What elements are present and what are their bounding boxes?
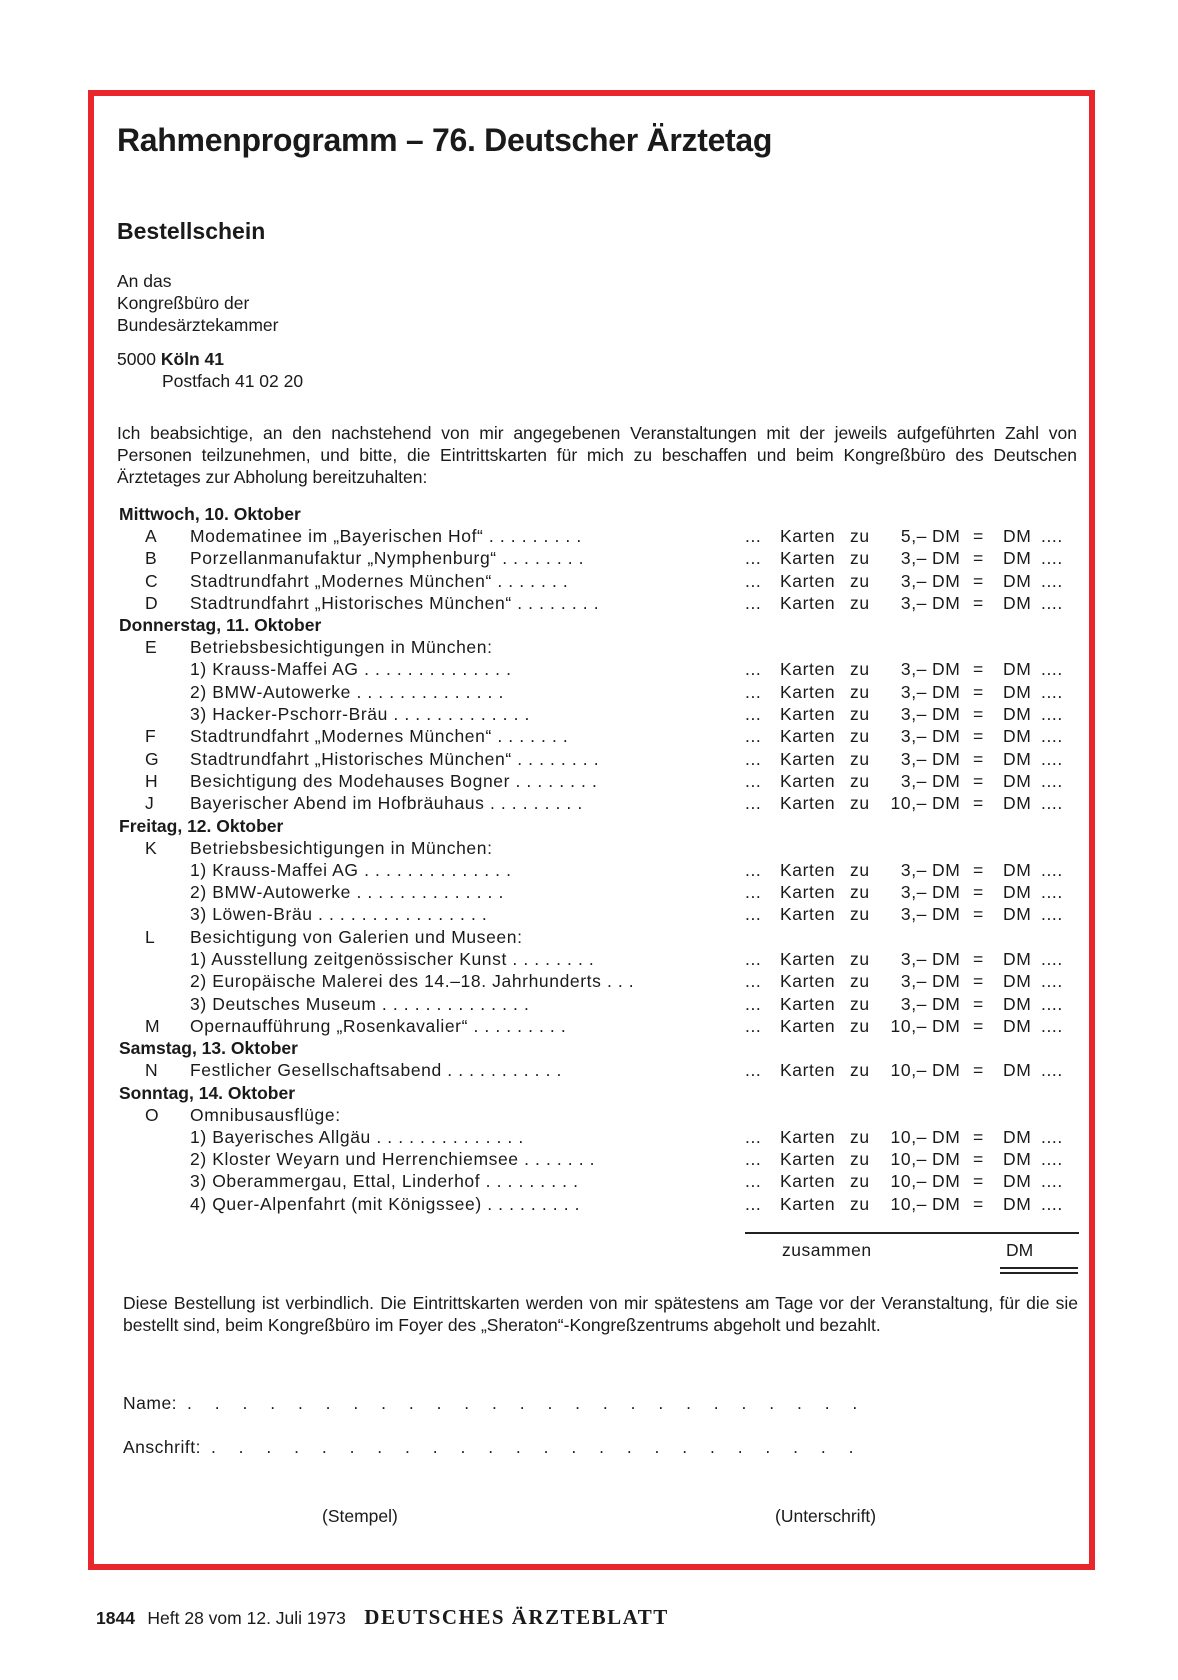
address-field[interactable] (123, 1437, 862, 1458)
name-field[interactable] (123, 1393, 866, 1414)
zu-label: zu (850, 882, 870, 903)
event-label: Besichtigung von Galerien und Museen: (190, 926, 523, 947)
karten-label: Karten (780, 1149, 836, 1170)
anschrift-label: Anschrift: (123, 1437, 201, 1457)
zu-label: zu (850, 904, 870, 925)
currency-label: DM (1003, 681, 1032, 702)
ticket-price: 10,– (890, 1126, 927, 1147)
quantity-blank: ... (745, 681, 762, 702)
zu-label: zu (850, 570, 870, 591)
address-line: Bundesärztekammer (117, 315, 279, 335)
karten-label: Karten (780, 570, 836, 591)
currency-label: DM (932, 904, 961, 925)
currency-label: DM (932, 1060, 961, 1081)
event-letter: C (145, 570, 159, 591)
event-label: 1) Krauss-Maffei AG . . . . . . . . . . . . . . (190, 659, 512, 680)
currency-label: DM (1003, 1171, 1032, 1192)
event-letter: N (145, 1060, 159, 1081)
amount-blank: .... (1041, 659, 1063, 680)
equals-sign: = (973, 949, 984, 970)
zu-label: zu (850, 1060, 870, 1081)
signature-label: (Unterschrift) (775, 1506, 877, 1526)
zu-label: zu (850, 659, 870, 680)
karten-label: Karten (780, 882, 836, 903)
event-row (119, 837, 1079, 859)
currency-label: DM (1003, 704, 1032, 725)
event-row (119, 658, 1079, 680)
event-label: 1) Ausstellung zeitgenössischer Kunst . . . . . . . . (190, 949, 595, 970)
currency-label: DM (932, 592, 961, 613)
equals-sign: = (973, 1171, 984, 1192)
karten-label: Karten (780, 592, 836, 613)
ticket-price: 10,– (890, 1015, 927, 1036)
ticket-price: 3,– (900, 882, 927, 903)
currency-label: DM (1003, 770, 1032, 791)
event-row (119, 547, 1079, 569)
event-label: Opernaufführung „Rosenkavalier“ . . . . . . . . . (190, 1015, 567, 1036)
currency-label: DM (1003, 1015, 1032, 1036)
karten-label: Karten (780, 770, 836, 791)
ticket-price: 3,– (900, 971, 927, 992)
event-row (119, 636, 1079, 658)
event-label: Modematinee im „Bayerischen Hof“ . . . . . . . . . (190, 526, 582, 546)
amount-blank: .... (1041, 1126, 1063, 1147)
amount-blank: .... (1041, 971, 1063, 992)
ticket-price: 3,– (900, 770, 927, 791)
currency-label: DM (1003, 548, 1032, 569)
currency-label: DM (932, 859, 961, 880)
karten-label: Karten (780, 681, 836, 702)
event-letter: H (145, 770, 159, 791)
zu-label: zu (850, 1126, 870, 1147)
sum-currency: DM (1006, 1240, 1034, 1260)
event-row (119, 926, 1079, 948)
day-heading: Sonntag, 14. Oktober (119, 1082, 295, 1103)
karten-label: Karten (780, 859, 836, 880)
ticket-price: 10,– (890, 1060, 927, 1081)
amount-blank: .... (1041, 770, 1063, 791)
event-letter: J (145, 793, 155, 814)
karten-label: Karten (780, 1060, 836, 1081)
currency-label: DM (1003, 592, 1032, 613)
ticket-price: 3,– (900, 726, 927, 747)
currency-label: DM (1003, 949, 1032, 970)
zu-label: zu (850, 770, 870, 791)
equals-sign: = (973, 681, 984, 702)
ticket-price: 3,– (900, 659, 927, 680)
currency-label: DM (1003, 726, 1032, 747)
quantity-blank: ... (745, 971, 762, 992)
address-postcode: 5000 (117, 349, 156, 369)
currency-label: DM (932, 570, 961, 591)
equals-sign: = (973, 548, 984, 569)
sum-double-rule (1000, 1267, 1078, 1269)
event-row (119, 881, 1079, 903)
event-letter: O (145, 1104, 160, 1125)
currency-label: DM (932, 526, 961, 546)
equals-sign: = (973, 592, 984, 613)
quantity-blank: ... (745, 859, 762, 880)
ticket-price: 3,– (900, 993, 927, 1014)
equals-sign: = (973, 748, 984, 769)
amount-blank: .... (1041, 726, 1063, 747)
quantity-blank: ... (745, 748, 762, 769)
ticket-price: 3,– (900, 681, 927, 702)
currency-label: DM (1003, 904, 1032, 925)
event-label: Stadtrundfahrt „Historisches München“ . . . . . . . . (190, 748, 600, 769)
event-row (119, 859, 1079, 881)
currency-label: DM (1003, 1126, 1032, 1147)
recipient-city-block (117, 348, 303, 392)
zu-label: zu (850, 949, 870, 970)
quantity-blank: ... (745, 1193, 762, 1214)
ticket-price: 10,– (890, 793, 927, 814)
day-heading: Freitag, 12. Oktober (119, 815, 284, 836)
sum-double-rule (1000, 1272, 1078, 1274)
event-label: 1) Krauss-Maffei AG . . . . . . . . . . . . . . (190, 859, 512, 880)
quantity-blank: ... (745, 1015, 762, 1036)
quantity-blank: ... (745, 1171, 762, 1192)
zu-label: zu (850, 548, 870, 569)
zu-label: zu (850, 1149, 870, 1170)
currency-label: DM (932, 1126, 961, 1147)
event-label: Betriebsbesichtigungen in München: (190, 837, 493, 858)
sum-label: zusammen (782, 1240, 872, 1260)
event-row (119, 570, 1079, 592)
amount-blank: .... (1041, 1060, 1063, 1081)
currency-label: DM (1003, 882, 1032, 903)
event-label: 3) Hacker-Pschorr-Bräu . . . . . . . . . . . . . (190, 704, 530, 725)
amount-blank: .... (1041, 592, 1063, 613)
day-heading: Mittwoch, 10. Oktober (119, 504, 301, 524)
event-label: 1) Bayerisches Allgäu . . . . . . . . . . . . . . (190, 1126, 524, 1147)
event-row (119, 1126, 1079, 1148)
event-row (119, 1015, 1079, 1037)
currency-label: DM (932, 659, 961, 680)
currency-label: DM (932, 1193, 961, 1214)
name-label: Name: (123, 1393, 178, 1413)
event-label: 4) Quer-Alpenfahrt (mit Königssee) . . . . . . . . . (190, 1193, 581, 1214)
amount-blank: .... (1041, 1171, 1063, 1192)
currency-label: DM (932, 1015, 961, 1036)
karten-label: Karten (780, 993, 836, 1014)
event-row (119, 681, 1079, 703)
amount-blank: .... (1041, 548, 1063, 569)
currency-label: DM (932, 748, 961, 769)
amount-blank: .... (1041, 1193, 1063, 1214)
event-row (119, 703, 1079, 725)
amount-blank: .... (1041, 526, 1063, 546)
currency-label: DM (1003, 570, 1032, 591)
name-fill-dots: . . . . . . . . . . . . . . . . . . . . . . . . . (187, 1393, 867, 1413)
quantity-blank: ... (745, 949, 762, 970)
amount-blank: .... (1041, 793, 1063, 814)
amount-blank: .... (1041, 1015, 1063, 1036)
equals-sign: = (973, 971, 984, 992)
currency-label: DM (1003, 793, 1032, 814)
amount-blank: .... (1041, 704, 1063, 725)
event-label: Festlicher Gesellschaftsabend . . . . . . . . . . . (190, 1060, 562, 1081)
event-row (119, 792, 1079, 814)
currency-label: DM (932, 1171, 961, 1192)
event-row (119, 525, 1079, 547)
ticket-price: 3,– (900, 949, 927, 970)
currency-label: DM (932, 681, 961, 702)
equals-sign: = (973, 1060, 984, 1081)
event-row (119, 1170, 1079, 1192)
equals-sign: = (973, 904, 984, 925)
ticket-price: 3,– (900, 904, 927, 925)
zu-label: zu (850, 971, 870, 992)
zu-label: zu (850, 681, 870, 702)
event-letter: B (145, 548, 158, 569)
quantity-blank: ... (745, 548, 762, 569)
equals-sign: = (973, 1149, 984, 1170)
ticket-price: 3,– (900, 592, 927, 613)
event-label: 2) Europäische Malerei des 14.–18. Jahrhunderts . . . (190, 971, 635, 992)
equals-sign: = (973, 993, 984, 1014)
karten-label: Karten (780, 904, 836, 925)
ticket-price: 10,– (890, 1149, 927, 1170)
zu-label: zu (850, 726, 870, 747)
zu-label: zu (850, 526, 870, 546)
event-label: 2) BMW-Autowerke . . . . . . . . . . . . . . (190, 882, 504, 903)
currency-label: DM (932, 726, 961, 747)
karten-label: Karten (780, 1193, 836, 1214)
currency-label: DM (932, 793, 961, 814)
stamp-label: (Stempel) (322, 1506, 398, 1526)
zu-label: zu (850, 859, 870, 880)
karten-label: Karten (780, 748, 836, 769)
day-heading: Samstag, 13. Oktober (119, 1038, 298, 1059)
karten-label: Karten (780, 1171, 836, 1192)
quantity-blank: ... (745, 570, 762, 591)
karten-label: Karten (780, 1015, 836, 1036)
event-label: 3) Löwen-Bräu . . . . . . . . . . . . . . . . (190, 904, 488, 925)
recipient-address (117, 270, 278, 336)
event-row (119, 948, 1079, 970)
ticket-price: 3,– (900, 570, 927, 591)
quantity-blank: ... (745, 793, 762, 814)
quantity-blank: ... (745, 993, 762, 1014)
event-row (119, 970, 1079, 992)
karten-label: Karten (780, 659, 836, 680)
karten-label: Karten (780, 526, 836, 546)
currency-label: DM (1003, 1193, 1032, 1214)
zu-label: zu (850, 748, 870, 769)
event-label: Porzellanmanufaktur „Nymphenburg“ . . . . . . . . (190, 548, 585, 569)
karten-label: Karten (780, 949, 836, 970)
equals-sign: = (973, 793, 984, 814)
ticket-price: 3,– (900, 859, 927, 880)
equals-sign: = (973, 1126, 984, 1147)
page-title: Rahmenprogramm – 76. Deutscher Ärztetag (117, 122, 773, 158)
amount-blank: .... (1041, 882, 1063, 903)
address-postfach: Postfach 41 02 20 (162, 371, 304, 391)
zu-label: zu (850, 1171, 870, 1192)
event-label: Omnibusausflüge: (190, 1104, 341, 1125)
quantity-blank: ... (745, 592, 762, 613)
zu-label: zu (850, 592, 870, 613)
karten-label: Karten (780, 726, 836, 747)
quantity-blank: ... (745, 1060, 762, 1081)
anschrift-fill-dots: . . . . . . . . . . . . . . . . . . . . . . . . (210, 1437, 863, 1457)
quantity-blank: ... (745, 770, 762, 791)
address-city: Köln 41 (160, 349, 225, 369)
equals-sign: = (973, 770, 984, 791)
zu-label: zu (850, 1015, 870, 1036)
closing-paragraph: Diese Bestellung ist verbindlich. Die Eintrittskarten werden von mir spätestens am Tage vor der Veranstaltung, für die sie bestellt sind, beim Kongreßbüro im Foyer des „Sheraton“-Kongreßzentrums abgeholt und bezahlt. (123, 1293, 1078, 1335)
karten-label: Karten (780, 793, 836, 814)
event-label: 3) Oberammergau, Ettal, Linderhof . . . . . . . . . (190, 1171, 579, 1192)
day-heading: Donnerstag, 11. Oktober (119, 615, 322, 636)
quantity-blank: ... (745, 882, 762, 903)
currency-label: DM (1003, 1149, 1032, 1170)
amount-blank: .... (1041, 748, 1063, 769)
equals-sign: = (973, 659, 984, 680)
event-row (119, 725, 1079, 747)
event-row (119, 592, 1079, 614)
form-subtitle: Bestellschein (117, 218, 266, 244)
page-footer (96, 1605, 669, 1630)
page-number: 1844 (96, 1608, 135, 1628)
currency-label: DM (932, 949, 961, 970)
karten-label: Karten (780, 1126, 836, 1147)
karten-label: Karten (780, 971, 836, 992)
event-label: Stadtrundfahrt „Modernes München“ . . . . . . . (190, 570, 569, 591)
equals-sign: = (973, 1193, 984, 1214)
intro-paragraph: Ich beabsichtige, an den nachstehend von mir angegebenen Veranstaltungen mit der jeweils aufgeführten Zahl von Personen teilzunehmen, und bitte, die Eintrittskarten für mich zu beschaffen und beim Kongreßbüro des Deutschen Ärztetages zur Abholung bereitzuhalten: (117, 423, 1077, 487)
currency-label: DM (932, 704, 961, 725)
event-letter: F (145, 726, 157, 747)
zu-label: zu (850, 704, 870, 725)
event-row (119, 770, 1079, 792)
quantity-blank: ... (745, 704, 762, 725)
equals-sign: = (973, 859, 984, 880)
event-row (119, 993, 1079, 1015)
event-row (119, 748, 1079, 770)
currency-label: DM (1003, 971, 1032, 992)
address-line: Kongreßbüro der (117, 293, 250, 313)
equals-sign: = (973, 704, 984, 725)
issue-info: Heft 28 vom 12. Juli 1973 (147, 1608, 346, 1628)
quantity-blank: ... (745, 659, 762, 680)
amount-blank: .... (1041, 1149, 1063, 1170)
currency-label: DM (932, 993, 961, 1014)
equals-sign: = (973, 726, 984, 747)
amount-blank: .... (1041, 904, 1063, 925)
quantity-blank: ... (745, 1149, 762, 1170)
zu-label: zu (850, 793, 870, 814)
event-label: Betriebsbesichtigungen in München: (190, 637, 493, 658)
currency-label: DM (1003, 859, 1032, 880)
address-line: An das (117, 271, 172, 291)
event-letter: K (145, 837, 158, 858)
event-label: Stadtrundfahrt „Historisches München“ . . . . . . . . (190, 592, 600, 613)
currency-label: DM (1003, 748, 1032, 769)
currency-label: DM (1003, 993, 1032, 1014)
equals-sign: = (973, 526, 984, 546)
ticket-price: 3,– (900, 748, 927, 769)
event-letter: M (145, 1015, 161, 1036)
event-label: 2) BMW-Autowerke . . . . . . . . . . . . . . (190, 681, 504, 702)
currency-label: DM (932, 882, 961, 903)
currency-label: DM (1003, 526, 1032, 546)
equals-sign: = (973, 1015, 984, 1036)
ticket-price: 10,– (890, 1171, 927, 1192)
currency-label: DM (932, 770, 961, 791)
event-letter: D (145, 592, 159, 613)
ticket-price: 3,– (900, 548, 927, 569)
event-letter: E (145, 637, 158, 658)
zu-label: zu (850, 993, 870, 1014)
event-letter: G (145, 748, 160, 769)
quantity-blank: ... (745, 726, 762, 747)
currency-label: DM (1003, 659, 1032, 680)
event-order-list (119, 503, 1079, 1215)
karten-label: Karten (780, 548, 836, 569)
ticket-price: 10,– (890, 1193, 927, 1214)
quantity-blank: ... (745, 1126, 762, 1147)
quantity-blank: ... (745, 904, 762, 925)
sum-rule (745, 1232, 1079, 1234)
event-letter: L (145, 926, 156, 947)
amount-blank: .... (1041, 681, 1063, 702)
amount-blank: .... (1041, 859, 1063, 880)
event-row (119, 1104, 1079, 1126)
zu-label: zu (850, 1193, 870, 1214)
event-label: 2) Kloster Weyarn und Herrenchiemsee . . . . . . . (190, 1149, 596, 1170)
event-row (119, 903, 1079, 925)
currency-label: DM (932, 971, 961, 992)
currency-label: DM (932, 548, 961, 569)
amount-blank: .... (1041, 570, 1063, 591)
amount-blank: .... (1041, 993, 1063, 1014)
karten-label: Karten (780, 704, 836, 725)
ticket-price: 3,– (900, 704, 927, 725)
event-row (119, 1148, 1079, 1170)
event-label: Stadtrundfahrt „Modernes München“ . . . . . . . (190, 726, 569, 747)
event-label: Bayerischer Abend im Hofbräuhaus . . . . . . . . . (190, 793, 583, 814)
amount-blank: .... (1041, 949, 1063, 970)
event-row (119, 1059, 1079, 1081)
ticket-price: 5,– (900, 526, 927, 546)
journal-name: DEUTSCHES ÄRZTEBLATT (364, 1605, 669, 1629)
event-letter: A (145, 526, 158, 546)
equals-sign: = (973, 570, 984, 591)
equals-sign: = (973, 882, 984, 903)
event-label: 3) Deutsches Museum . . . . . . . . . . . . . . (190, 993, 530, 1014)
event-row (119, 1193, 1079, 1215)
quantity-blank: ... (745, 526, 762, 546)
event-label: Besichtigung des Modehauses Bogner . . . . . . . . (190, 770, 598, 791)
currency-label: DM (1003, 1060, 1032, 1081)
currency-label: DM (932, 1149, 961, 1170)
